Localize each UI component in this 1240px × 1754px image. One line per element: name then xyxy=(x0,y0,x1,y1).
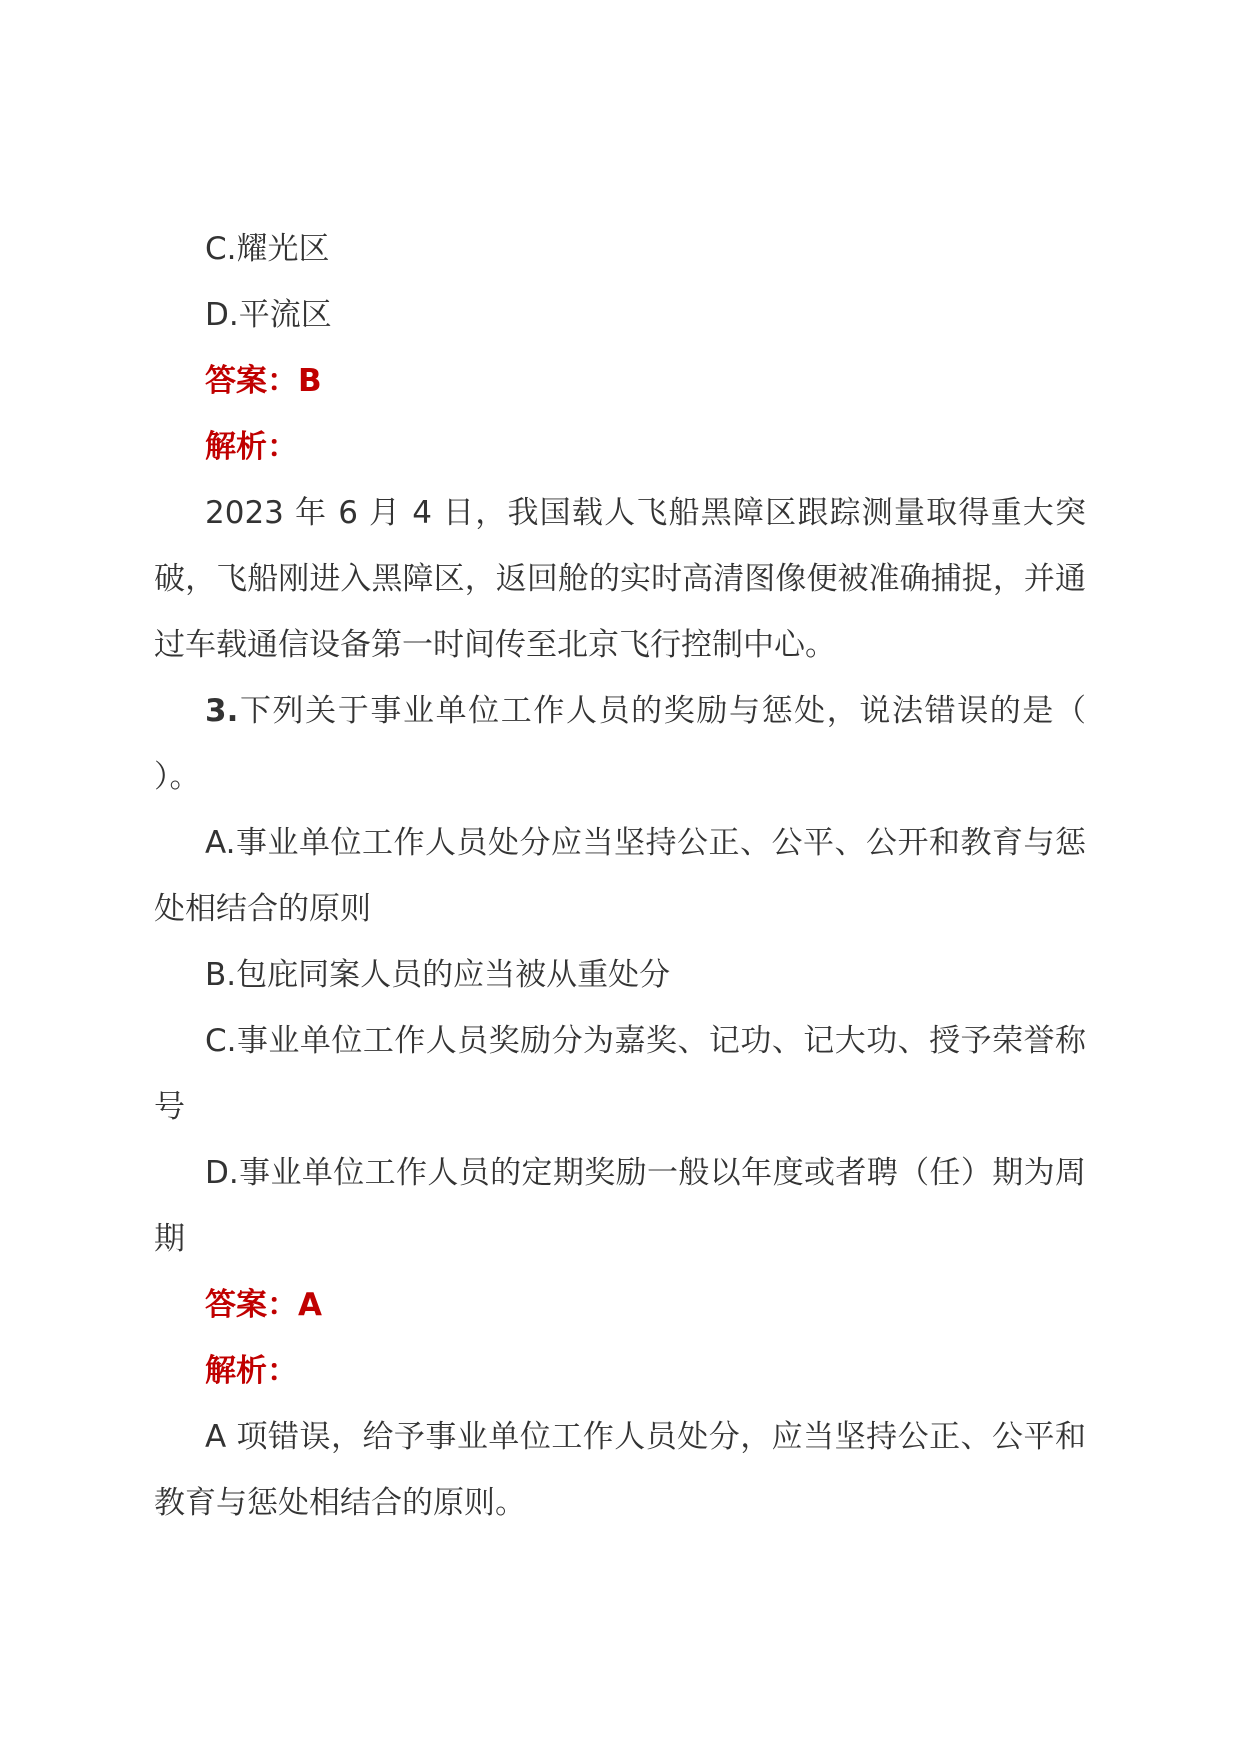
q3-question xyxy=(154,678,1086,810)
q3-option-c: C.事业单位工作人员奖励分为嘉奖、记功、记大功、授予荣誉称号 xyxy=(154,1023,1086,1125)
q3-analysis-label: 解析： xyxy=(205,1353,298,1389)
q2-option-d: D.平流区 xyxy=(205,297,332,333)
q2-analysis-label: 解析： xyxy=(205,429,298,465)
q2-option-c: C.耀光区 xyxy=(205,231,330,267)
q3-answer: 答案：A xyxy=(205,1287,322,1323)
q2-answer: 答案：B xyxy=(205,363,322,399)
q3-analysis-text: A 项错误，给予事业单位工作人员处分，应当坚持公正、公平和教育与惩处相结合的原则。 xyxy=(154,1419,1086,1521)
q3-option-b: B.包庇同案人员的应当被从重处分 xyxy=(205,957,671,993)
q3-stem: 下列关于事业单位工作人员的奖励与惩处，说法错误的是（ ）。 xyxy=(154,693,1086,795)
q3-number: 3. xyxy=(205,693,239,729)
q3-option-d: D.事业单位工作人员的定期奖励一般以年度或者聘（任）期为周期 xyxy=(154,1155,1086,1257)
q3-option-a: A.事业单位工作人员处分应当坚持公正、公平、公开和教育与惩处相结合的原则 xyxy=(154,825,1086,927)
document-content xyxy=(154,216,1086,1536)
q2-analysis-text: 2023 年 6 月 4 日，我国载人飞船黑障区跟踪测量取得重大突破，飞船刚进入黑障区，返回舱的实时高清图像便被准确捕捉，并通过车载通信设备第一时间传至北京飞行控制中心。 xyxy=(154,495,1086,663)
